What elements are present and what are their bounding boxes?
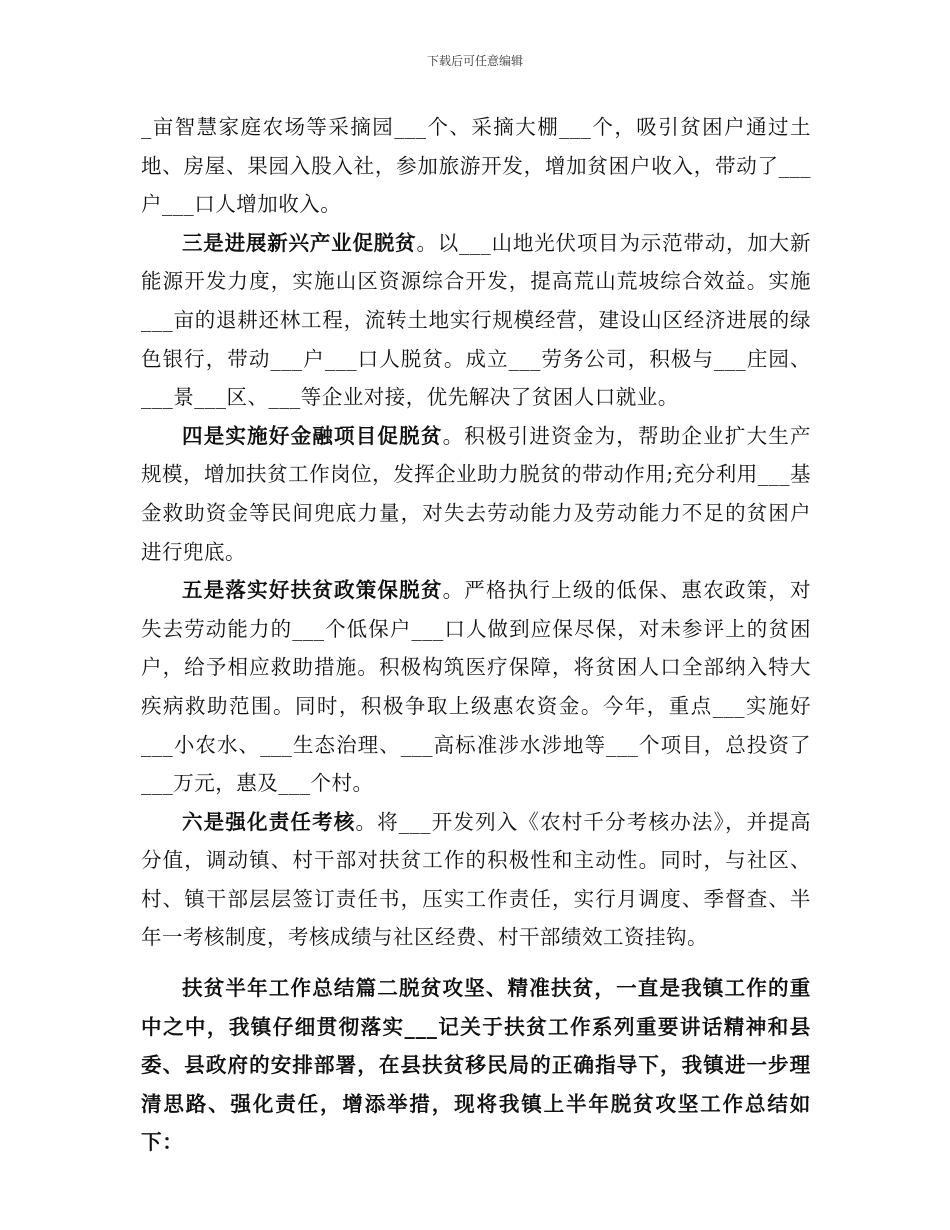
paragraph-text: _亩智慧家庭农场等采摘园___个、采摘大棚___个，吸引贫困户通过土地、房屋、果园入股入社，参加旅游开发，增加贫困户收入，带动了___户___口人增加收入。 [141,115,811,217]
paragraph-text: 。将___开发列入《农村千分考核办法》，并提高分值，调动镇、村干部对扶贫工作的积极性和主动性。同时，与社区、村、镇干部层层签订责任书，压实工作责任，实行月调度、季督查、半年一考核制度，考核成绩与社区经费、村干部绩效工资挂钩。 [141,809,812,950]
paragraph-emerging-industry [141,224,811,417]
document-body [141,108,811,1162]
paragraph-heading: 三是进展新兴产业促脱贫 [182,230,417,255]
paragraph-assessment [141,803,811,957]
paragraph-continuation [141,108,811,224]
page-header: 下载后可任意编辑 [426,54,523,68]
paragraph-heading: 四是实施好金融项目促脱贫 [182,423,443,448]
paragraph-text: 。积极引进资金为，帮助企业扩大生产规模，增加扶贫工作岗位，发挥企业助力脱贫的带动作用;充分利用___基金救助资金等民间兜底力量，对失去劳动能力及劳动能力不足的贫困户进行兜底。 [141,423,812,564]
paragraph-finance-projects [141,417,811,571]
paragraph-text: 。严格执行上级的低保、惠农政策，对失去劳动能力的___个低保户___口人做到应保尽保，对未参评上的贫困户，给予相应救助措施。积极构筑医疗保障，将贫困人口全部纳入特大疾病救助范围。同时，积极争取上级惠农资金。今年，重点___实施好___小农水、___生态治理、___高标准涉水涉地等___个项目，总投资了___万元，惠及___个村。 [141,578,812,796]
section-two-intro: 扶贫半年工作总结篇二脱贫攻坚、精准扶贫，一直是我镇工作的重中之中，我镇仔细贯彻落实___记关于扶贫工作系列重要讲话精神和县委、县政府的安排部署，在县扶贫移民局的正确指导下，我镇进一步理清思路、强化责任，增添举措，现将我镇上半年脱贫攻坚工作总结如下： [141,976,811,1155]
paragraph-policy [141,571,811,803]
paragraph-text: 。以___山地光伏项目为示范带动，加大新能源开发力度，实施山区资源综合开发，提高荒山荒坡综合效益。实施___亩的退耕还林工程，流转土地实行规模经营，建设山区经济进展的绿色银行，带动___户___口人脱贫。成立___劳务公司，积极与___庄园、___景___区、___等企业对接，优先解决了贫困人口就业。 [141,230,811,410]
paragraph-heading: 六是强化责任考核 [182,809,356,834]
paragraph-heading: 五是落实好扶贫政策保脱贫 [182,578,443,603]
